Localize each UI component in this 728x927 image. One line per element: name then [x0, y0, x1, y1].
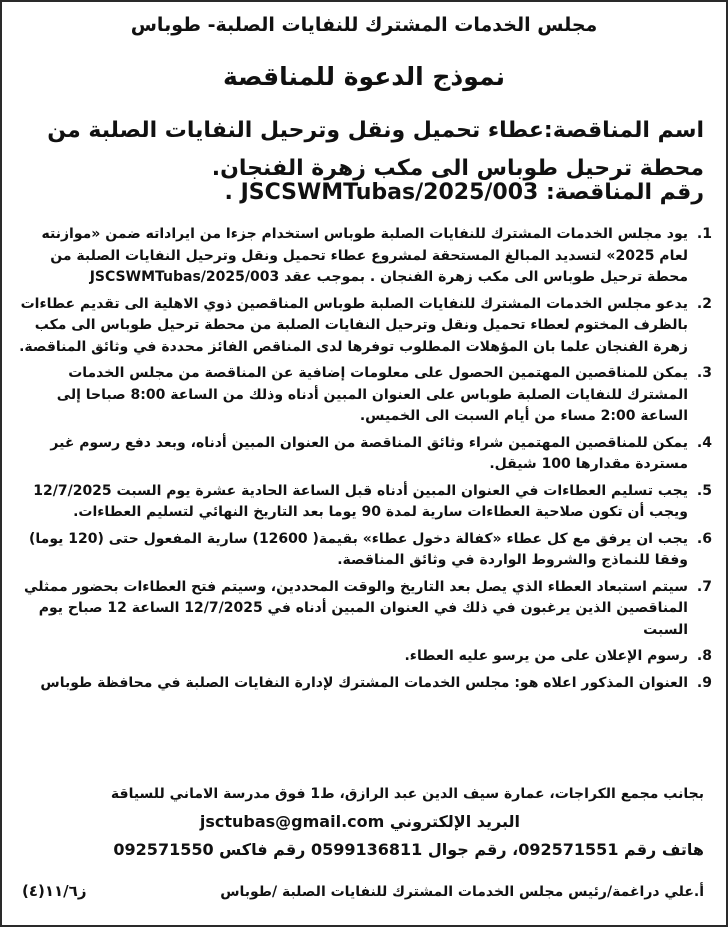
- item-number: 3.: [696, 365, 712, 381]
- item-text: يمكن للمناقصين المهتمين شراء وثائق المناقصة من العنوان المبين أدناه، وبعد دفع رسوم غير مستردة مقدارها 100 شيقل.: [50, 434, 688, 472]
- list-item: [16, 224, 712, 289]
- council-header: مجلس الخدمات المشترك للنفايات الصلبة- طوباس: [130, 14, 598, 36]
- list-item: [16, 577, 712, 642]
- item-number: 6.: [696, 530, 712, 547]
- list-item: [16, 646, 712, 668]
- item-text: يجب تسليم العطاءات في العنوان المبين أدناه قبل الساعة الحادية عشرة يوم السبت 12/7/2025 ويجب أن تكون صلاحية العطاءات سارية لمدة 90 يوما بعد التاريخ النهائي لتسليم العطاءات.: [33, 482, 688, 520]
- tender-number: رقم المناقصة: JSCSWMTubas/2025/003 .: [224, 180, 704, 205]
- list-item: [16, 673, 712, 695]
- item-number: 8.: [696, 648, 712, 664]
- list-item: [16, 363, 712, 428]
- reference-code: ز١١/٦(٤): [22, 882, 87, 900]
- list-item: [16, 481, 712, 524]
- list-item: [16, 294, 712, 359]
- item-text: العنوان المذكور اعلاه هو: مجلس الخدمات المشترك لإدارة النفايات الصلبة في محافظة طوباس: [40, 674, 688, 691]
- item-number: 4.: [696, 434, 712, 451]
- list-item: [16, 433, 712, 476]
- form-title: نموذج الدعوة للمناقصة: [222, 62, 506, 91]
- item-text: يدعو مجلس الخدمات المشترك للنفايات الصلبة طوباس المناقصين ذوي الاهلية الى تقديم عطاءات بالظرف المختوم لعطاء تحميل ونقل وترحيل النفايات الصلبة من محطة ترحيل طوباس الى مكب زهرة الفنجان علما بان المؤهلات المطلوب توفرها لدى المناقص الفائز محددة في وثائق المناقصة.: [19, 295, 688, 355]
- item-number: 9.: [696, 674, 712, 691]
- item-text: سيتم استبعاد العطاء الذي يصل بعد التاريخ والوقت المحددين، وسيتم فتح العطاءات بحضور ممثلي المناقصين الذين يرغبون في ذلك في العنوان المبين أدناه في 12/7/2025 الساعة 12 صباح يوم السبت: [24, 578, 688, 638]
- tender-items-list: [16, 224, 712, 699]
- phones-line: هاتف رقم 092571551، رقم جوال 0599136811 رقم فاكس 092571550: [113, 840, 704, 859]
- item-text: يجب ان يرفق مع كل عطاء «كفالة دخول عطاء» بقيمة( 12600) سارية المفعول حتى (120 يوما) وفقا للنماذج والشروط الواردة في وثائق المناقصة.: [29, 530, 688, 568]
- item-text: رسوم الإعلان على من يرسو عليه العطاء.: [404, 648, 688, 664]
- item-text: يمكن للمناقصين المهتمين الحصول على معلومات إضافية عن المناقصة من مجلس الخدمات المشترك للنفايات الصلبة طوباس على العنوان المبين أدناه وذلك من الساعة 8:00 صباحا إلى الساعة 2:00 مساء من أيام السبت الى الخميس.: [56, 365, 688, 424]
- signature: أ.علي دراغمة/رئيس مجلس الخدمات المشترك للنفايات الصلبة /طوباس: [220, 884, 704, 900]
- item-text: يود مجلس الخدمات المشترك للنفايات الصلبة طوباس استخدام جزءا من ايراداته ضمن «موازنته لعام 2025» لتسديد المبالغ المستحقة لمشروع عطاء تحميل ونقل وترحيل النفايات الصلبة من محطة ترحيل طوباس الى مكب زهرة الفنجان . بموجب عقد JSCSWMTubas/2025/003: [41, 226, 688, 285]
- item-number: 7.: [696, 578, 712, 595]
- list-item: [16, 529, 712, 572]
- tender-name: اسم المناقصة:عطاء تحميل ونقل وترحيل النفايات الصلبة من محطة ترحيل طوباس الى مكب زهرة الفنجان.: [47, 118, 704, 181]
- address-line: بجانب مجمع الكراجات، عمارة سيف الدين عبد الرازق، ط1 فوق مدرسة الاماني للسياقة: [110, 786, 704, 802]
- email-line: البريد الإلكتروني jsctubas@gmail.com: [199, 812, 520, 831]
- item-number: 1.: [696, 226, 712, 242]
- item-number: 5.: [696, 482, 712, 499]
- item-number: 2.: [696, 295, 712, 312]
